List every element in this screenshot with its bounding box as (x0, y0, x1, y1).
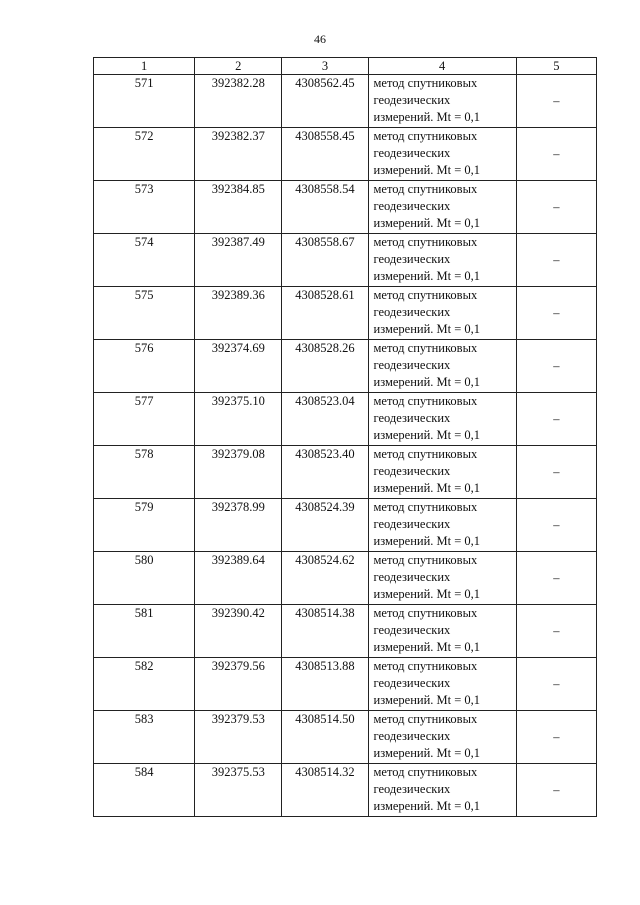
method-text-line: измерений. Mt = 0,1 (373, 269, 481, 283)
note-cell: – (516, 552, 596, 605)
x-coordinate-cell: 392379.08 (195, 446, 282, 499)
y-coordinate-cell: 4308558.54 (282, 181, 368, 234)
x-coordinate-cell: 392382.37 (195, 128, 282, 181)
method-text-line: метод спутниковых (373, 606, 478, 620)
point-number-cell: 571 (94, 75, 195, 128)
y-coordinate-cell: 4308562.45 (282, 75, 368, 128)
table-row (94, 393, 597, 446)
page-number: 46 (314, 32, 326, 46)
method-text-line: геодезических (373, 623, 451, 637)
y-coordinate-cell: 4308514.38 (282, 605, 368, 658)
method-text-line: измерений. Mt = 0,1 (373, 322, 481, 336)
table-row (94, 340, 597, 393)
x-coordinate-cell: 392374.69 (195, 340, 282, 393)
point-number-cell: 580 (94, 552, 195, 605)
method-text-line: геодезических (373, 358, 451, 372)
point-number-cell: 583 (94, 711, 195, 764)
method-text-line: геодезических (373, 199, 451, 213)
method-cell (368, 287, 516, 340)
method-cell (368, 552, 516, 605)
table-row (94, 764, 597, 817)
method-text-line: измерений. Mt = 0,1 (373, 534, 481, 548)
method-cell (368, 181, 516, 234)
method-text-line: геодезических (373, 517, 451, 531)
y-coordinate-cell: 4308523.40 (282, 446, 368, 499)
method-cell (368, 446, 516, 499)
y-coordinate-cell: 4308514.50 (282, 711, 368, 764)
method-text-line: измерений. Mt = 0,1 (373, 640, 481, 654)
x-coordinate-cell: 392384.85 (195, 181, 282, 234)
method-text-line: метод спутниковых (373, 553, 478, 567)
method-text-line: метод спутниковых (373, 235, 478, 249)
method-cell (368, 234, 516, 287)
method-cell (368, 128, 516, 181)
method-text-line: геодезических (373, 729, 451, 743)
x-coordinate-cell: 392375.53 (195, 764, 282, 817)
table-row (94, 711, 597, 764)
method-cell (368, 393, 516, 446)
method-text-line: геодезических (373, 146, 451, 160)
point-number-cell: 579 (94, 499, 195, 552)
x-coordinate-cell: 392387.49 (195, 234, 282, 287)
note-cell: – (516, 605, 596, 658)
y-coordinate-cell: 4308528.26 (282, 340, 368, 393)
table-row (94, 181, 597, 234)
method-text-line: геодезических (373, 570, 451, 584)
point-number-cell: 574 (94, 234, 195, 287)
note-cell: – (516, 75, 596, 128)
method-text-line: измерений. Mt = 0,1 (373, 110, 481, 124)
table-body (94, 75, 597, 817)
method-cell (368, 764, 516, 817)
method-text-line: геодезических (373, 464, 451, 478)
table-row (94, 287, 597, 340)
note-cell: – (516, 340, 596, 393)
coordinates-table (93, 57, 597, 817)
x-coordinate-cell: 392389.64 (195, 552, 282, 605)
point-number-cell: 584 (94, 764, 195, 817)
point-number-cell: 577 (94, 393, 195, 446)
column-header-3: 3 (282, 58, 368, 75)
method-text-line: измерений. Mt = 0,1 (373, 163, 481, 177)
method-text-line: измерений. Mt = 0,1 (373, 216, 481, 230)
y-coordinate-cell: 4308524.62 (282, 552, 368, 605)
method-text-line: метод спутниковых (373, 129, 478, 143)
y-coordinate-cell: 4308524.39 (282, 499, 368, 552)
y-coordinate-cell: 4308558.45 (282, 128, 368, 181)
point-number-cell: 578 (94, 446, 195, 499)
method-text-line: метод спутниковых (373, 76, 478, 90)
method-cell (368, 499, 516, 552)
x-coordinate-cell: 392378.99 (195, 499, 282, 552)
x-coordinate-cell: 392379.53 (195, 711, 282, 764)
method-text-line: измерений. Mt = 0,1 (373, 375, 481, 389)
note-cell: – (516, 181, 596, 234)
column-header-2: 2 (195, 58, 282, 75)
method-text-line: геодезических (373, 93, 451, 107)
method-text-line: измерений. Mt = 0,1 (373, 693, 481, 707)
x-coordinate-cell: 392390.42 (195, 605, 282, 658)
y-coordinate-cell: 4308513.88 (282, 658, 368, 711)
note-cell: – (516, 446, 596, 499)
method-text-line: метод спутниковых (373, 500, 478, 514)
method-text-line: геодезических (373, 305, 451, 319)
method-text-line: измерений. Mt = 0,1 (373, 428, 481, 442)
method-text-line: метод спутниковых (373, 341, 478, 355)
note-cell: – (516, 234, 596, 287)
x-coordinate-cell: 392382.28 (195, 75, 282, 128)
column-header-1: 1 (94, 58, 195, 75)
note-cell: – (516, 711, 596, 764)
method-text-line: геодезических (373, 782, 451, 796)
point-number-cell: 575 (94, 287, 195, 340)
method-text-line: метод спутниковых (373, 394, 478, 408)
point-number-cell: 581 (94, 605, 195, 658)
table-row (94, 75, 597, 128)
method-text-line: метод спутниковых (373, 182, 478, 196)
point-number-cell: 572 (94, 128, 195, 181)
note-cell: – (516, 287, 596, 340)
point-number-cell: 573 (94, 181, 195, 234)
table-row (94, 552, 597, 605)
method-text-line: метод спутниковых (373, 765, 478, 779)
table-header-row (94, 58, 597, 75)
table-row (94, 234, 597, 287)
note-cell: – (516, 393, 596, 446)
table-row (94, 499, 597, 552)
column-header-4: 4 (368, 58, 516, 75)
method-text-line: измерений. Mt = 0,1 (373, 481, 481, 495)
y-coordinate-cell: 4308528.61 (282, 287, 368, 340)
method-text-line: измерений. Mt = 0,1 (373, 746, 481, 760)
method-cell (368, 711, 516, 764)
method-text-line: метод спутниковых (373, 659, 478, 673)
point-number-cell: 576 (94, 340, 195, 393)
method-text-line: измерений. Mt = 0,1 (373, 587, 481, 601)
method-text-line: геодезических (373, 252, 451, 266)
method-cell (368, 658, 516, 711)
method-text-line: метод спутниковых (373, 288, 478, 302)
note-cell: – (516, 499, 596, 552)
note-cell: – (516, 658, 596, 711)
method-text-line: метод спутниковых (373, 712, 478, 726)
table-row (94, 128, 597, 181)
method-text-line: геодезических (373, 411, 451, 425)
y-coordinate-cell: 4308523.04 (282, 393, 368, 446)
method-text-line: геодезических (373, 676, 451, 690)
note-cell: – (516, 764, 596, 817)
note-cell: – (516, 128, 596, 181)
y-coordinate-cell: 4308514.32 (282, 764, 368, 817)
x-coordinate-cell: 392375.10 (195, 393, 282, 446)
x-coordinate-cell: 392379.56 (195, 658, 282, 711)
table-row (94, 446, 597, 499)
table-row (94, 605, 597, 658)
method-cell (368, 340, 516, 393)
column-header-5: 5 (516, 58, 596, 75)
y-coordinate-cell: 4308558.67 (282, 234, 368, 287)
table-row (94, 658, 597, 711)
method-text-line: измерений. Mt = 0,1 (373, 799, 481, 813)
method-cell (368, 75, 516, 128)
x-coordinate-cell: 392389.36 (195, 287, 282, 340)
method-text-line: метод спутниковых (373, 447, 478, 461)
point-number-cell: 582 (94, 658, 195, 711)
method-cell (368, 605, 516, 658)
